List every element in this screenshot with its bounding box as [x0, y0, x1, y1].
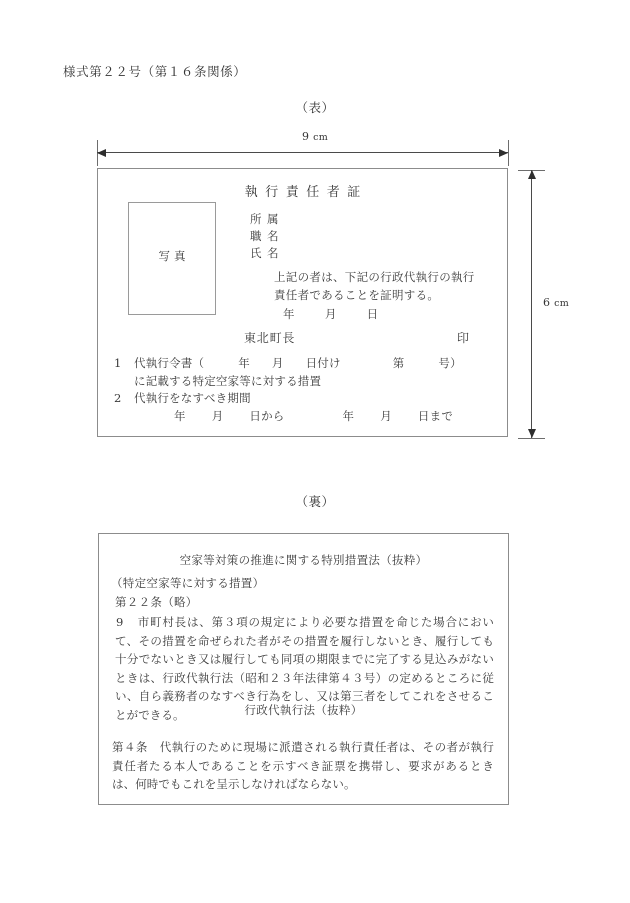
- note-1-number: 1: [114, 356, 122, 370]
- law-2-title: 行政代執行法（抜粋）: [244, 703, 363, 717]
- field-affiliation-key2: 属: [267, 212, 279, 226]
- width-dimension-arrow: [97, 152, 508, 153]
- back-side-label: （裏）: [295, 494, 335, 509]
- issuer-name: 東北町長: [244, 331, 296, 345]
- note-item-1: [112, 355, 499, 373]
- note-2-number: 2: [114, 391, 122, 405]
- front-side-label: （表）: [295, 100, 335, 115]
- field-row-name: [250, 245, 279, 262]
- law-1-item-number: 9: [116, 615, 124, 629]
- field-name-key1: 氏: [250, 246, 262, 260]
- term-year-from: 年: [174, 408, 186, 423]
- term-month-from: 月: [211, 408, 224, 423]
- certificate-statement: [274, 269, 475, 304]
- law-1-article: 第２２条（略）: [115, 595, 198, 609]
- field-position-key2: 名: [267, 229, 279, 243]
- seal-mark: 印: [457, 331, 470, 345]
- certificate-field-list: [250, 211, 279, 262]
- note-2-term-line: [112, 408, 499, 426]
- note-1-text-a: 代執行令書（: [134, 356, 205, 370]
- term-day-from: 日から: [249, 408, 285, 423]
- note-1-number-kanji: 第: [392, 356, 405, 370]
- arrow-right-icon: [499, 149, 508, 157]
- height-dimension-label: [543, 296, 569, 309]
- note-1-text-c: 号）: [438, 356, 462, 370]
- certificate-date-month: 月: [324, 307, 337, 321]
- issuer-row: [244, 329, 494, 346]
- width-dimension-value: 9: [301, 130, 310, 143]
- certificate-back-card: [98, 533, 509, 805]
- field-row-position: [250, 228, 279, 245]
- certificate-title: 執行責任者証: [244, 185, 368, 200]
- law-1-item-text: 市町村長は、第３項の規定により必要な措置を命じた場合において、その措置を命ぜられた者がその措置を履行しないとき、履行しても十分でないとき又は履行しても同項の期限までに完了する見込みがないときは、行政代執行法（昭和２３年法律第４３号）の定めるところに従い、自ら義務者のなすべき行為をし、又は第三者をしてこれをさせることができる。: [115, 615, 494, 722]
- photo-placeholder-box: [128, 202, 216, 315]
- height-dimension-rule: [531, 170, 532, 438]
- height-extension-line-bottom: [518, 438, 545, 439]
- note-item-2: [112, 390, 499, 408]
- photo-label: 写真: [158, 249, 190, 263]
- width-extension-line-right: [508, 140, 509, 166]
- height-dimension-unit: cm: [554, 298, 570, 309]
- note-2-text: 代執行をなすべき期間: [134, 391, 251, 405]
- field-position-key1: 職: [250, 229, 262, 243]
- note-1-month: 月: [271, 356, 284, 370]
- arrow-down-icon: [528, 429, 536, 438]
- term-year-to: 年: [342, 408, 355, 423]
- note-1-year: 年: [238, 356, 250, 370]
- law-2-text: 第４条 代執行のために現場に派遣される執行責任者は、その者が執行責任者たる本人であることを示すべき証票を携帯し、要求があるときは、何時でもこれを呈示しなければならない。: [112, 740, 494, 791]
- height-dimension-arrow: [531, 170, 532, 438]
- field-row-affiliation: [250, 211, 279, 228]
- width-dimension-label: [0, 130, 630, 143]
- note-1-text-b: 日付け: [305, 356, 341, 370]
- term-month-to: 月: [380, 408, 392, 423]
- arrow-up-icon: [528, 170, 536, 179]
- certificate-statement-line-2: 責任者であることを証明する。: [274, 287, 440, 302]
- arrow-left-icon: [97, 149, 106, 157]
- note-item-1-continued: [112, 373, 499, 391]
- law-1-title: 空家等対策の推進に関する特別措置法（抜粋）: [179, 553, 428, 567]
- certificate-date-year: 年: [283, 307, 295, 321]
- certificate-date-line: [283, 306, 378, 322]
- certificate-front-card: [97, 168, 508, 437]
- field-name-key2: 名: [267, 246, 279, 260]
- width-dimension-rule: [97, 152, 508, 153]
- form-number: 様式第２２号（第１６条関係）: [63, 64, 247, 79]
- field-affiliation-key1: 所: [250, 212, 262, 226]
- law-1-subtitle: （特定空家等に対する措置）: [111, 576, 265, 590]
- height-dimension-value: 6: [543, 296, 551, 309]
- law-2-text-block: [112, 738, 494, 794]
- width-dimension-unit: cm: [313, 132, 329, 143]
- certificate-date-day: 日: [366, 307, 379, 321]
- certificate-statement-line-1: 上記の者は、下記の行政代執行の執行: [274, 270, 475, 284]
- certificate-notes: [112, 355, 499, 425]
- term-day-to: 日まで: [417, 408, 454, 423]
- note-1-continued-text: に記載する特定空家等に対する措置: [134, 373, 322, 388]
